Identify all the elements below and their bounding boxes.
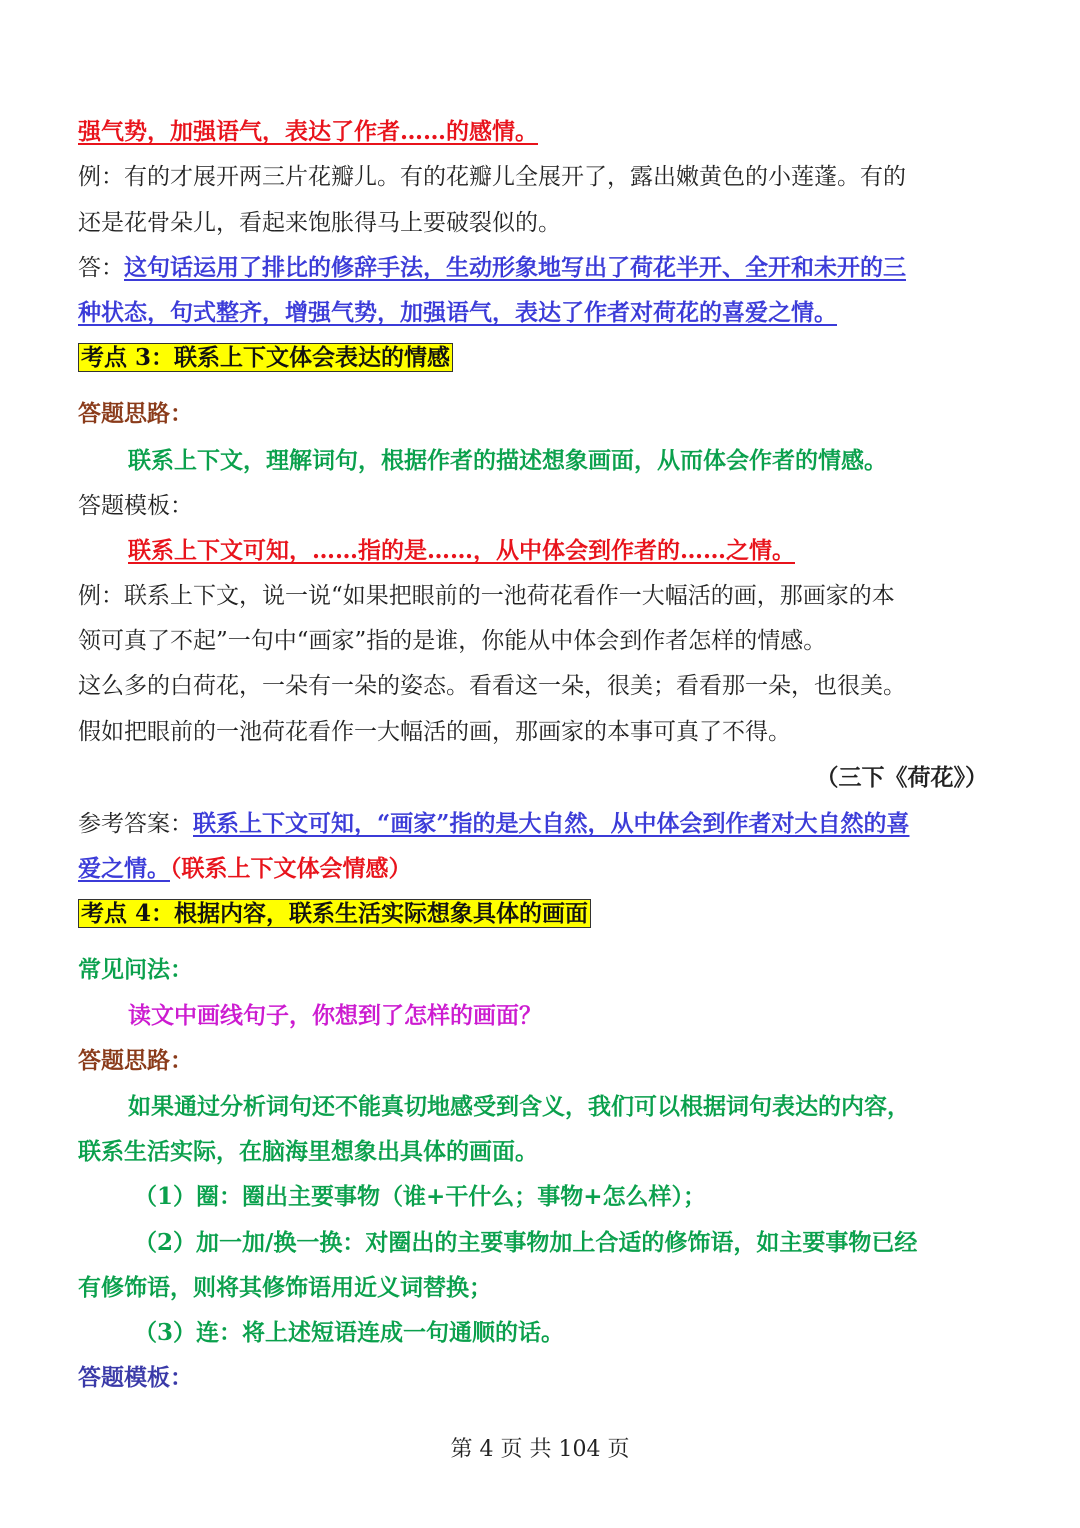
answer-line xyxy=(78,252,1008,284)
example-text: 领可真了不起”一句中“画家”指的是谁，你能从中体会到作者怎样的情感。 xyxy=(78,628,827,654)
reference-label: 参考答案： xyxy=(78,811,193,837)
method-text: 联系生活实际，在脑海里想象出具体的画面。 xyxy=(78,1138,538,1165)
reference-text: 爱之情。 xyxy=(78,855,170,882)
reference-note: （联系上下文体会情感） xyxy=(170,855,412,882)
template-label: 答题模板： xyxy=(78,493,193,519)
section-heading-4: 考点 4：根据内容，联系生活实际想象具体的画面 xyxy=(78,898,1008,930)
reference-answer xyxy=(78,808,1008,840)
template-label: 答题模板： xyxy=(78,1364,193,1391)
passage-text: 假如把眼前的一池荷花看作一大幅活的画，那画家的本事可真了不得。 xyxy=(78,719,791,745)
common-question-text: 读文中画线句子，你想到了怎样的画面？ xyxy=(128,1002,542,1029)
page-footer: 第 4 页 共 104 页 xyxy=(450,1437,630,1462)
template-continuation: 强气势，加强语气，表达了作者……的感情。 xyxy=(78,118,538,145)
method-text: 如果通过分析词句还不能真切地感受到含义，我们可以根据词句表达的内容， xyxy=(128,1093,910,1120)
passage-text: 这么多的白荷花，一朵有一朵的姿态。看看这一朵，很美；看看那一朵，也很美。 xyxy=(78,673,906,699)
method-step-1: （1）圈：圈出主要事物（谁+干什么；事物+怎么样）； xyxy=(134,1183,707,1210)
method-step-2: （2）加一加/换一换：对圈出的主要事物加上合适的修饰语，如主要事物已经 xyxy=(134,1229,918,1256)
example-text: 还是花骨朵儿，看起来饱胀得马上要破裂似的。 xyxy=(78,210,561,236)
example-text: 例：联系上下文，说一说“如果把眼前的一池荷花看作一大幅活的画，那画家的本 xyxy=(78,583,895,609)
section-heading-3: 考点 3：联系上下文体会表达的情感 xyxy=(78,342,1008,374)
method-text: 联系上下文，理解词句，根据作者的描述想象画面，从而体会作者的情感。 xyxy=(128,447,887,474)
reference-text: 联系上下文可知，“画家”指的是大自然，从中体会到作者对大自然的喜 xyxy=(193,810,910,837)
common-question-label: 常见问法： xyxy=(78,956,193,983)
answer-label: 答： xyxy=(78,255,124,281)
example-text: 例：有的才展开两三片花瓣儿。有的花瓣儿全展开了，露出嫩黄色的小莲蓬。有的 xyxy=(78,164,906,190)
answer-text: 这句话运用了排比的修辞手法，生动形象地写出了荷花半开、全开和未开的三 xyxy=(124,254,906,281)
answer-text: 种状态，句式整齐，增强气势，加强语气，表达了作者对荷花的喜爱之情。 xyxy=(78,299,837,326)
template-text: 联系上下文可知，……指的是……，从中体会到作者的……之情。 xyxy=(128,537,795,564)
method-label: 答题思路： xyxy=(78,400,193,427)
method-step-2-cont: 有修饰语，则将其修饰语用近义词替换； xyxy=(78,1274,492,1301)
method-step-3: （3）连：将上述短语连成一句通顺的话。 xyxy=(134,1319,565,1346)
method-label: 答题思路： xyxy=(78,1047,193,1074)
reference-answer xyxy=(78,853,1008,885)
source-citation: （三下《荷花》） xyxy=(815,764,988,791)
